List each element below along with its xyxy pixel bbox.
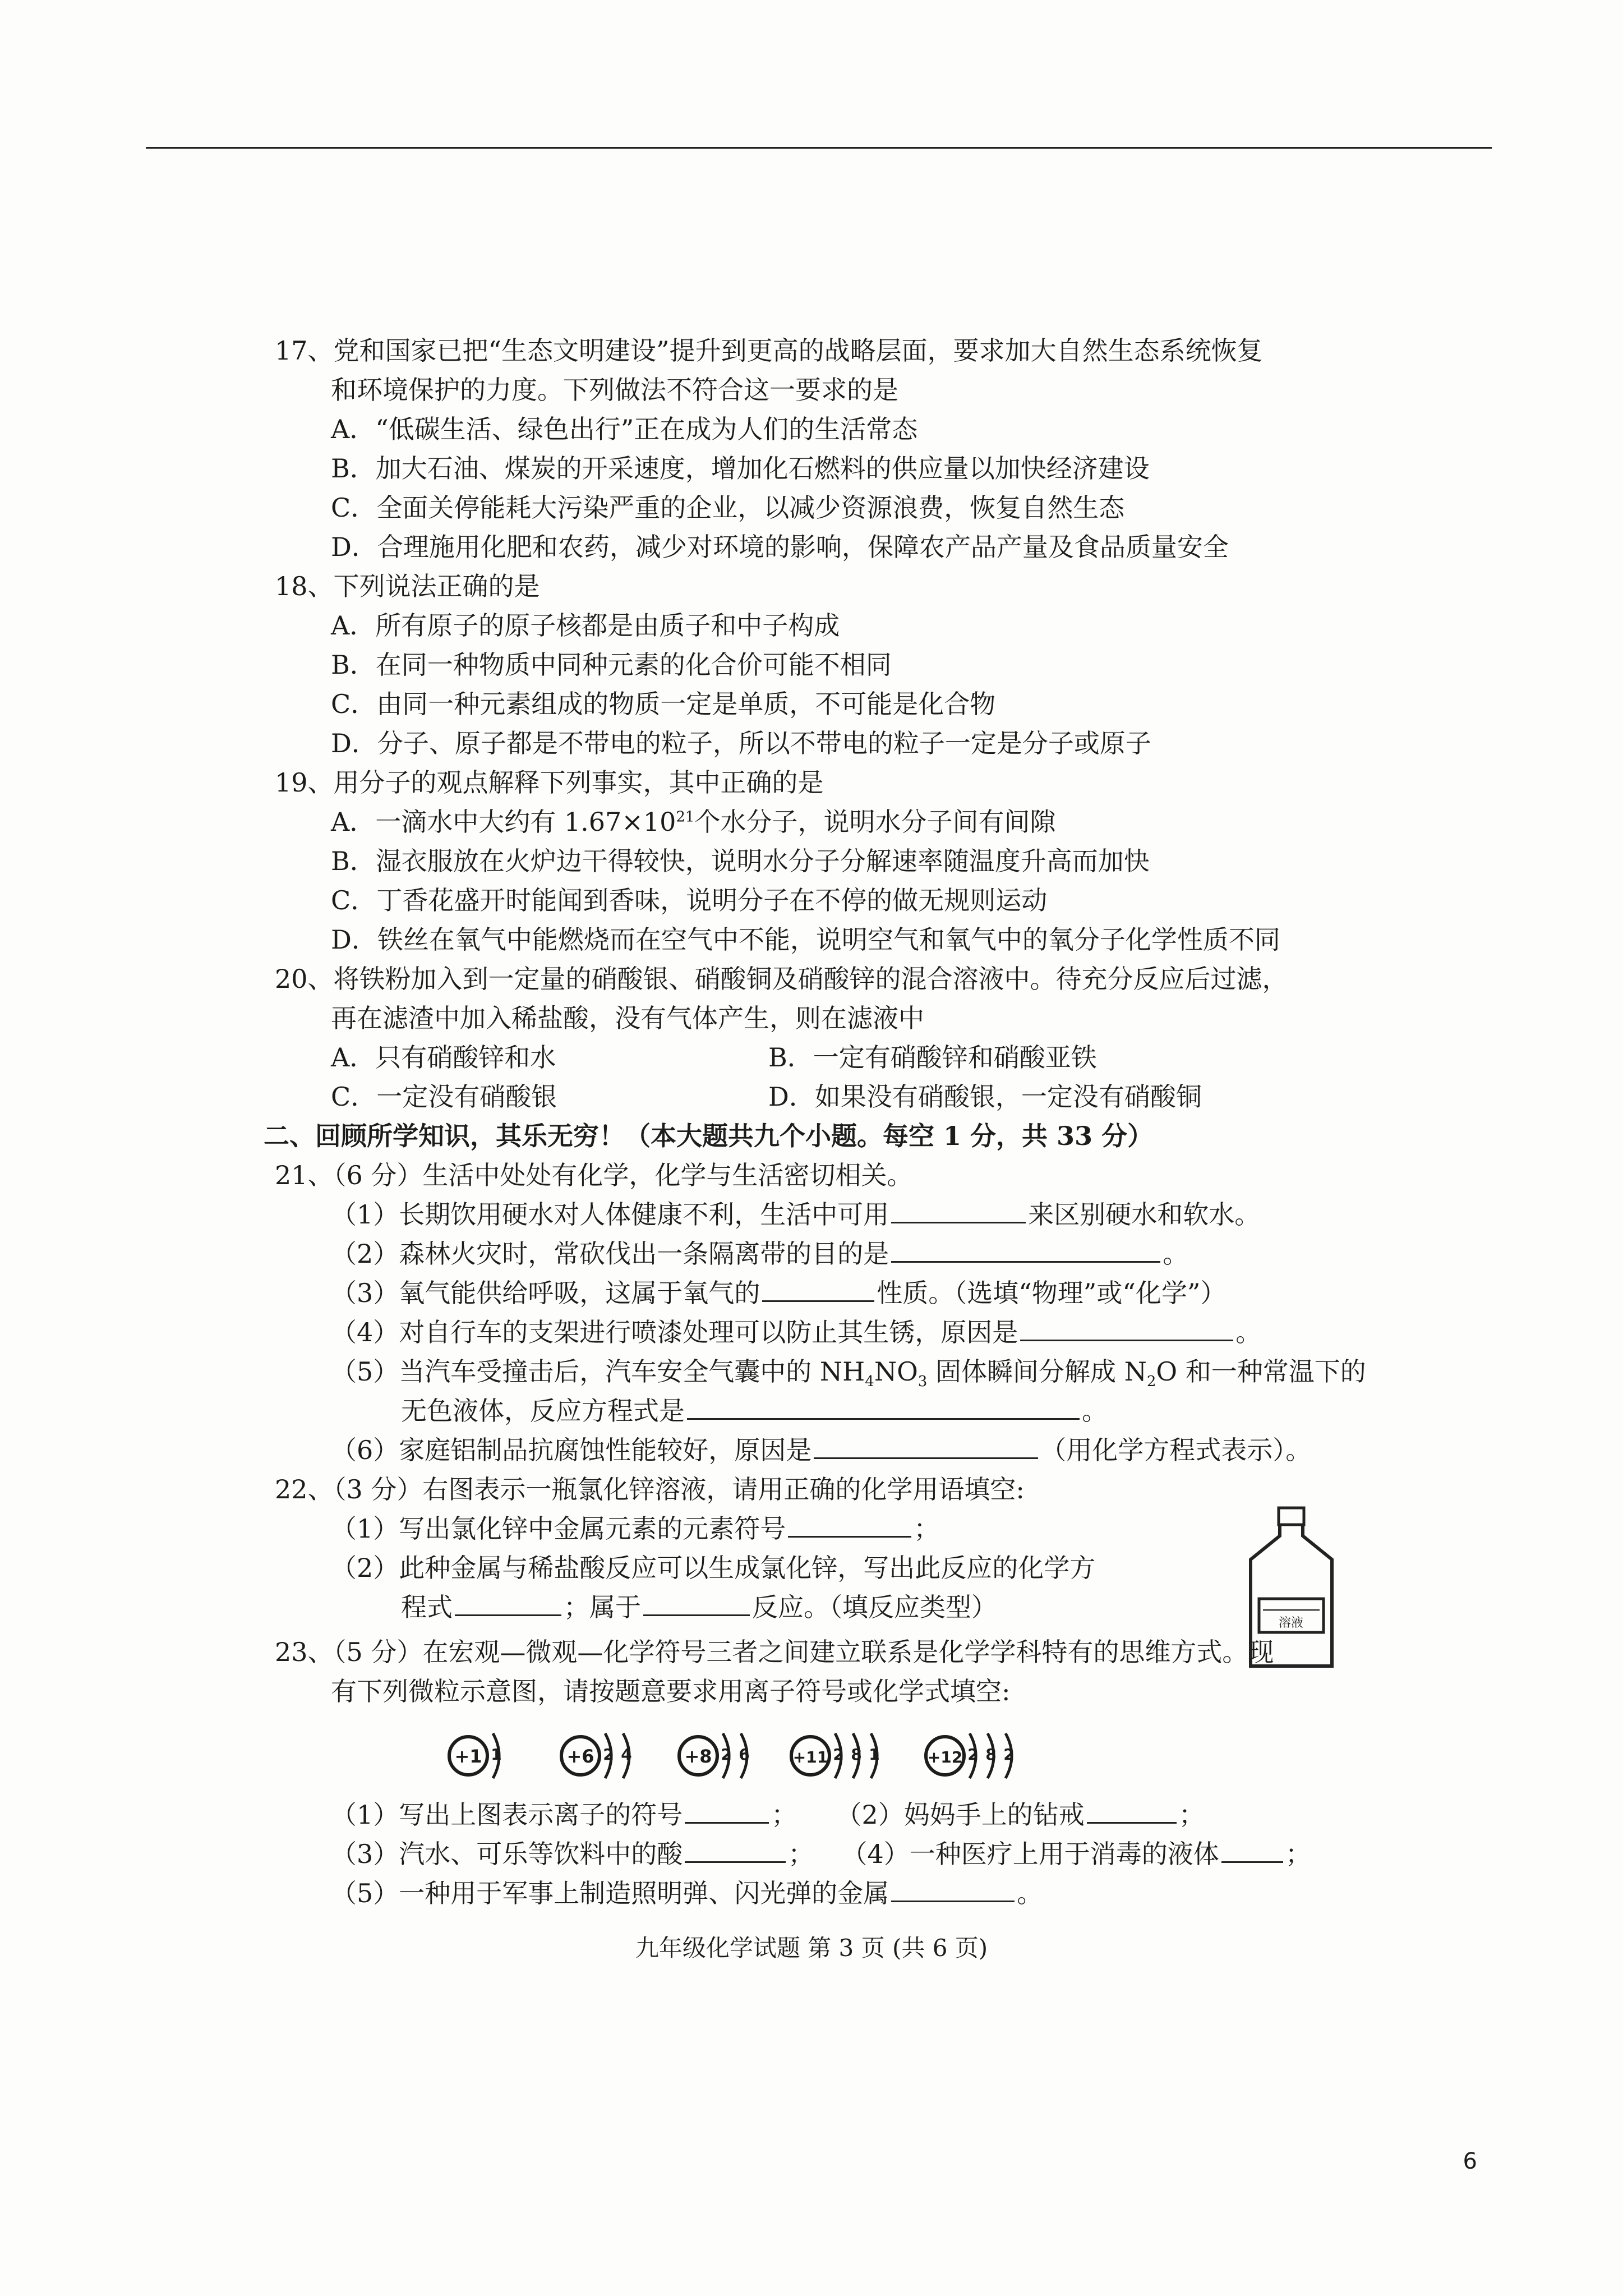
q21-6-blank[interactable] xyxy=(814,1432,1038,1459)
atom-nucleus-charge: +6 xyxy=(566,1746,594,1767)
question-22 xyxy=(275,1470,1368,1627)
q19-a-post: 个水分子，说明水分子间有间隙 xyxy=(694,807,1056,837)
q20-stem-line2: 再在滤渣中加入稀盐酸，没有气体产生，则在滤液中 xyxy=(331,1003,924,1033)
section-2-heading xyxy=(264,1116,1357,1156)
q23-1-text-after: ； xyxy=(771,1800,797,1830)
q23-2-text: （2）妈妈手上的钻戒 xyxy=(836,1800,1085,1830)
q22-2-blank-type[interactable] xyxy=(643,1589,750,1616)
q21-4-text-after: 。 xyxy=(1235,1317,1262,1347)
q21-1-blank[interactable] xyxy=(891,1196,1026,1223)
q22-1-text-after: ； xyxy=(914,1513,940,1544)
q22-stem: 22、（3 分）右图表示一瓶氯化锌溶液，请用正确的化学用语填空: xyxy=(275,1474,1025,1504)
electron-count: 2 xyxy=(967,1745,979,1764)
q19-option-c: C．丁香花盛开时能闻到香味，说明分子在不停的做无规则运动 xyxy=(331,885,1048,915)
q19-option-d: D．铁丝在氧气中能燃烧而在空气中不能，说明空气和氧气中的氧分子化学性质不同 xyxy=(331,924,1280,955)
electron-count: 2 xyxy=(1003,1745,1015,1764)
q17-option-a: A．“低碳生活、绿色出行”正在成为人们的生活常态 xyxy=(331,414,918,444)
q23-items-row3 xyxy=(275,1874,1368,1913)
q19-stem: 19、用分子的观点解释下列事实，其中正确的是 xyxy=(275,767,824,798)
q23-stem-line2: 有下列微粒示意图，请按题意要求用离子符号或化学式填空: xyxy=(331,1676,1011,1706)
atomic-structure-diagrams xyxy=(437,1725,1054,1787)
q23-1-text: （1）写出上图表示离子的符号 xyxy=(331,1800,683,1830)
q23-5-text-after: 。 xyxy=(1017,1878,1043,1908)
electron-count: 6 xyxy=(739,1745,750,1764)
q22-2-blank-equation[interactable] xyxy=(455,1589,561,1616)
q18-option-b: B．在同一种物质中同种元素的化合价可能不相同 xyxy=(331,650,892,680)
q21-stem: 21、（6 分）生活中处处有化学，化学与生活密切相关。 xyxy=(275,1160,913,1190)
q20-option-a: A．只有硝酸锌和水 xyxy=(331,1042,556,1073)
q21-item-4 xyxy=(275,1313,1368,1352)
page-number: 6 xyxy=(1463,2148,1477,2174)
question-18 xyxy=(275,567,1368,763)
q21-item-5-line2 xyxy=(275,1391,1368,1430)
q21-6-text-after: （用化学方程式表示）。 xyxy=(1040,1435,1312,1465)
q21-item-5 xyxy=(275,1352,1368,1391)
question-23-items xyxy=(275,1795,1368,1913)
electron-count: 2 xyxy=(721,1745,732,1764)
question-19 xyxy=(275,763,1368,959)
q20-stem-line1: 20、将铁粉加入到一定量的硝酸银、硝酸铜及硝酸锌的混合溶液中。待充分反应后过滤， xyxy=(275,964,1288,994)
q21-1-text: （1）长期饮用硬水对人体健康不利，生活中可用 xyxy=(331,1199,889,1230)
q21-5-sub-1: 4 xyxy=(865,1373,874,1391)
q21-5-text-a: （5）当汽车受撞击后，汽车安全气囊中的 NH xyxy=(331,1356,865,1387)
electron-count: 1 xyxy=(491,1745,502,1764)
q22-item-1 xyxy=(275,1509,1368,1548)
q19-option-a xyxy=(275,802,1368,841)
page-footer: 九年级化学试题 第 3 页 (共 6 页) xyxy=(635,1934,988,1962)
q23-2-text-after: ； xyxy=(1178,1800,1205,1830)
q17-stem-line1: 17、党和国家已把“生态文明建设”提升到更高的战略层面，要求加大自然生态系统恢复 xyxy=(275,335,1263,366)
q22-1-blank[interactable] xyxy=(788,1510,911,1538)
q21-5-blank[interactable] xyxy=(687,1392,1080,1420)
q21-3-text-after: 性质。（选填“物理”或“化学”） xyxy=(877,1278,1227,1308)
q19-option-b: B．湿衣服放在火炉边干得较快，说明水分子分解速率随温度升高而加快 xyxy=(331,846,1150,876)
electron-count: 4 xyxy=(621,1745,632,1764)
electron-count: 2 xyxy=(833,1745,844,1764)
q21-2-text-after: 。 xyxy=(1163,1239,1189,1269)
q18-option-a: A．所有原子的原子核都是由质子和中子构成 xyxy=(331,610,840,641)
section-2-title: 二、回顾所学知识，其乐无穷！（本大题共九个小题。每空 1 分，共 33 分） xyxy=(264,1121,1154,1151)
question-21 xyxy=(275,1156,1368,1470)
question-23 xyxy=(275,1632,1396,1711)
q21-5-line2-text: 无色液体，反应方程式是 xyxy=(401,1396,685,1426)
q21-3-blank[interactable] xyxy=(762,1274,874,1302)
bottle-stopper xyxy=(1279,1508,1304,1525)
q23-items-row1 xyxy=(275,1795,1368,1834)
q22-2-text: 程式 xyxy=(401,1592,453,1622)
q23-3-text: （3）汽水、可乐等饮料中的酸 xyxy=(331,1839,683,1869)
q17-option-c: C．全面关停能耗大污染严重的企业，以减少资源浪费，恢复自然生态 xyxy=(331,493,1125,523)
atom-diagram-4 xyxy=(791,1733,880,1778)
q21-item-2 xyxy=(275,1234,1368,1273)
q23-3-text-after: ； xyxy=(788,1839,814,1869)
q19-a-exponent: 21 xyxy=(676,808,695,826)
q20-option-d: D．如果没有硝酸银，一定没有硝酸铜 xyxy=(768,1082,1202,1112)
q17-option-d: D．合理施用化肥和农药，减少对环境的影响，保障农产品产量及食品质量安全 xyxy=(331,532,1229,562)
question-17 xyxy=(275,331,1368,567)
q23-4-text: （4）一种医疗上用于消毒的液体 xyxy=(841,1839,1219,1869)
q21-5-text-b: NO xyxy=(874,1356,918,1387)
bottle-label-text: 溶液 xyxy=(1278,1616,1304,1630)
q21-item-3 xyxy=(275,1273,1368,1313)
header-rule xyxy=(146,147,1492,149)
atom-nucleus-charge: +11 xyxy=(792,1748,828,1766)
atom-nucleus-charge: +1 xyxy=(454,1746,482,1767)
q21-5-line2-after: 。 xyxy=(1082,1396,1108,1426)
q22-item-2: （2）此种金属与稀盐酸反应可以生成氯化锌，写出此反应的化学方 xyxy=(331,1553,1096,1583)
atom-diagram-2 xyxy=(561,1733,632,1778)
electron-count: 1 xyxy=(869,1745,880,1764)
q21-3-text: （3）氧气能供给呼吸，这属于氧气的 xyxy=(331,1278,760,1308)
q21-6-text: （6）家庭铝制品抗腐蚀性能较好，原因是 xyxy=(331,1435,812,1465)
q23-1-blank[interactable] xyxy=(685,1796,769,1824)
q23-5-blank[interactable] xyxy=(891,1875,1015,1902)
q22-2-text-after: 反应。（填反应类型） xyxy=(752,1592,997,1622)
q20-options-ab xyxy=(275,1038,1368,1077)
atom-diagram-1 xyxy=(449,1733,502,1778)
q23-items-row2 xyxy=(275,1834,1368,1874)
q23-4-blank[interactable] xyxy=(1221,1835,1283,1863)
q23-3-blank[interactable] xyxy=(685,1835,786,1863)
q20-option-c: C．一定没有硝酸银 xyxy=(331,1082,557,1112)
q23-5-text: （5）一种用于军事上制造照明弹、闪光弹的金属 xyxy=(331,1878,889,1908)
q23-4-text-after: ； xyxy=(1285,1839,1311,1869)
q21-1-text-after: 来区别硬水和软水。 xyxy=(1028,1199,1261,1230)
q21-2-blank[interactable] xyxy=(891,1235,1160,1263)
atom-nucleus-charge: +12 xyxy=(927,1748,963,1766)
electron-count: 8 xyxy=(985,1745,997,1764)
q22-item-2-line2 xyxy=(275,1588,1368,1627)
q21-item-6 xyxy=(275,1430,1368,1470)
q22-1-text: （1）写出氯化锌中金属元素的元素符号 xyxy=(331,1513,786,1544)
q18-option-d: D．分子、原子都是不带电的粒子，所以不带电的粒子一定是分子或原子 xyxy=(331,728,1151,758)
q17-stem-line2: 和环境保护的力度。下列做法不符合这一要求的是 xyxy=(331,375,898,405)
q21-4-text: （4）对自行车的支架进行喷漆处理可以防止其生锈，原因是 xyxy=(331,1317,1018,1347)
atom-diagram-5 xyxy=(926,1733,1015,1778)
q21-4-blank[interactable] xyxy=(1020,1314,1233,1341)
q21-item-1 xyxy=(275,1195,1368,1234)
q18-stem: 18、下列说法正确的是 xyxy=(275,571,540,601)
q23-stem-line1: 23、（5 分）在宏观—微观—化学符号三者之间建立联系是化学学科特有的思维方式。现 xyxy=(275,1637,1274,1667)
q22-2-text-mid: ；属于 xyxy=(564,1592,641,1622)
q21-5-text-d: O 和一种常温下的 xyxy=(1156,1356,1366,1387)
q21-5-sub-2: 3 xyxy=(917,1373,928,1391)
q23-2-blank[interactable] xyxy=(1087,1796,1177,1824)
q18-option-c: C．由同一种元素组成的物质一定是单质，不可能是化合物 xyxy=(331,689,996,719)
question-20 xyxy=(275,959,1368,1116)
atom-diagram-3 xyxy=(679,1733,750,1778)
electron-count: 2 xyxy=(603,1745,614,1764)
q21-5-sub-3: 2 xyxy=(1146,1373,1156,1391)
q17-option-b: B．加大石油、煤炭的开采速度，增加化石燃料的供应量以加快经济建设 xyxy=(331,453,1150,484)
q20-options-cd xyxy=(275,1077,1368,1116)
q20-option-b: B．一定有硝酸锌和硝酸亚铁 xyxy=(768,1042,1097,1073)
q19-a-pre: A．一滴水中大约有 1.67×10 xyxy=(331,807,676,837)
atom-nucleus-charge: +8 xyxy=(684,1746,712,1767)
electron-count: 8 xyxy=(851,1745,862,1764)
q21-2-text: （2）森林火灾时，常砍伐出一条隔离带的目的是 xyxy=(331,1239,889,1269)
q21-5-text-c: 固体瞬间分解成 N xyxy=(927,1356,1147,1387)
